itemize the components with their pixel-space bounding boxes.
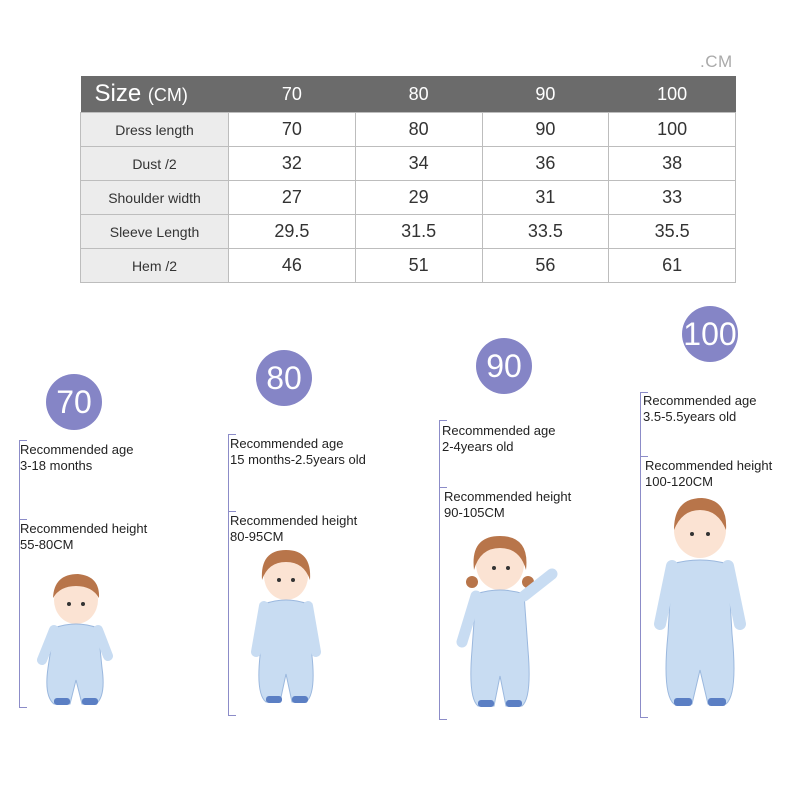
- table-cell: 61: [609, 249, 736, 283]
- recommended-height-text: [645, 458, 772, 490]
- age-value: 3-18 months: [20, 458, 93, 473]
- table-row: [81, 181, 736, 215]
- row-label: Hem /2: [81, 249, 229, 283]
- bracket-tick: [19, 519, 27, 520]
- bracket-tick: [228, 715, 236, 716]
- height-label: Recommended height: [20, 521, 148, 536]
- recommended-height-text: [230, 513, 357, 545]
- table-row: [81, 147, 736, 181]
- row-label: Shoulder width: [81, 181, 229, 215]
- row-label: Dust /2: [81, 147, 229, 181]
- height-label: Recommended height: [230, 513, 358, 528]
- height-bracket: [19, 440, 26, 708]
- table-cell: 56: [482, 249, 609, 283]
- bracket-tick: [19, 440, 27, 441]
- table-cell: 31: [482, 181, 609, 215]
- size-badge-100: 100: [682, 306, 738, 362]
- bracket-tick: [228, 511, 236, 512]
- recommended-age-text: [230, 436, 366, 468]
- size-badge-80: 80: [256, 350, 312, 406]
- size-badge-70: 70: [46, 374, 102, 430]
- bracket-tick: [439, 487, 447, 488]
- recommended-age-text: [643, 393, 756, 425]
- size-chart-table: [80, 76, 736, 283]
- height-value: 80-95CM: [230, 529, 284, 544]
- table-cell: 100: [609, 113, 736, 147]
- table-cell: 51: [355, 249, 482, 283]
- bracket-tick: [439, 420, 447, 421]
- table-cell: 80: [355, 113, 482, 147]
- table-cell: 38: [609, 147, 736, 181]
- table-cell: 32: [229, 147, 356, 181]
- table-cell: 34: [355, 147, 482, 181]
- table-cell: 70: [229, 113, 356, 147]
- size-column-header: 80: [355, 76, 482, 113]
- recommended-height-text: [444, 489, 571, 521]
- height-bracket: [228, 434, 235, 716]
- size-header-unit: (CM): [147, 85, 188, 105]
- height-value: 55-80CM: [20, 537, 74, 552]
- recommended-age-text: [20, 442, 133, 474]
- height-value: 90-105CM: [444, 505, 505, 520]
- size-header-label: Size: [94, 80, 142, 107]
- table-row: [81, 215, 736, 249]
- age-value: 3.5-5.5years old: [643, 409, 737, 424]
- child-illustration-90: [452, 530, 562, 716]
- row-label: Sleeve Length: [81, 215, 229, 249]
- age-value: 15 months-2.5years old: [230, 452, 366, 467]
- height-label: Recommended height: [444, 489, 572, 504]
- unit-note: .CM: [700, 52, 733, 71]
- child-illustration-100: [652, 494, 748, 716]
- bracket-tick: [439, 719, 447, 720]
- table-cell: 27: [229, 181, 356, 215]
- age-label: Recommended age: [442, 423, 556, 438]
- bracket-tick: [640, 717, 648, 718]
- child-illustration-70: [36, 568, 114, 710]
- bracket-tick: [640, 456, 648, 457]
- height-bracket: [439, 420, 446, 720]
- bracket-tick: [19, 707, 27, 708]
- table-row: [81, 249, 736, 283]
- table-cell: 35.5: [609, 215, 736, 249]
- age-label: Recommended age: [230, 436, 344, 451]
- table-cell: 29.5: [229, 215, 356, 249]
- height-label: Recommended height: [645, 458, 773, 473]
- size-header-cell: [81, 76, 229, 113]
- table-cell: 31.5: [355, 215, 482, 249]
- table-cell: 90: [482, 113, 609, 147]
- size-column-header: 70: [229, 76, 356, 113]
- recommended-height-text: [20, 521, 147, 553]
- table-header-row: [81, 76, 736, 113]
- table-cell: 33.5: [482, 215, 609, 249]
- table-cell: 33: [609, 181, 736, 215]
- table-cell: 46: [229, 249, 356, 283]
- age-value: 2-4years old: [442, 439, 514, 454]
- table-cell: 29: [355, 181, 482, 215]
- bracket-tick: [228, 434, 236, 435]
- age-label: Recommended age: [20, 442, 134, 457]
- recommended-age-text: [442, 423, 555, 455]
- age-label: Recommended age: [643, 393, 757, 408]
- table-row: [81, 113, 736, 147]
- size-badge-90: 90: [476, 338, 532, 394]
- height-bracket: [640, 392, 647, 718]
- row-label: Dress length: [81, 113, 229, 147]
- child-illustration-80: [248, 546, 326, 710]
- height-value: 100-120CM: [645, 474, 713, 489]
- size-column-header: 100: [609, 76, 736, 113]
- table-cell: 36: [482, 147, 609, 181]
- size-column-header: 90: [482, 76, 609, 113]
